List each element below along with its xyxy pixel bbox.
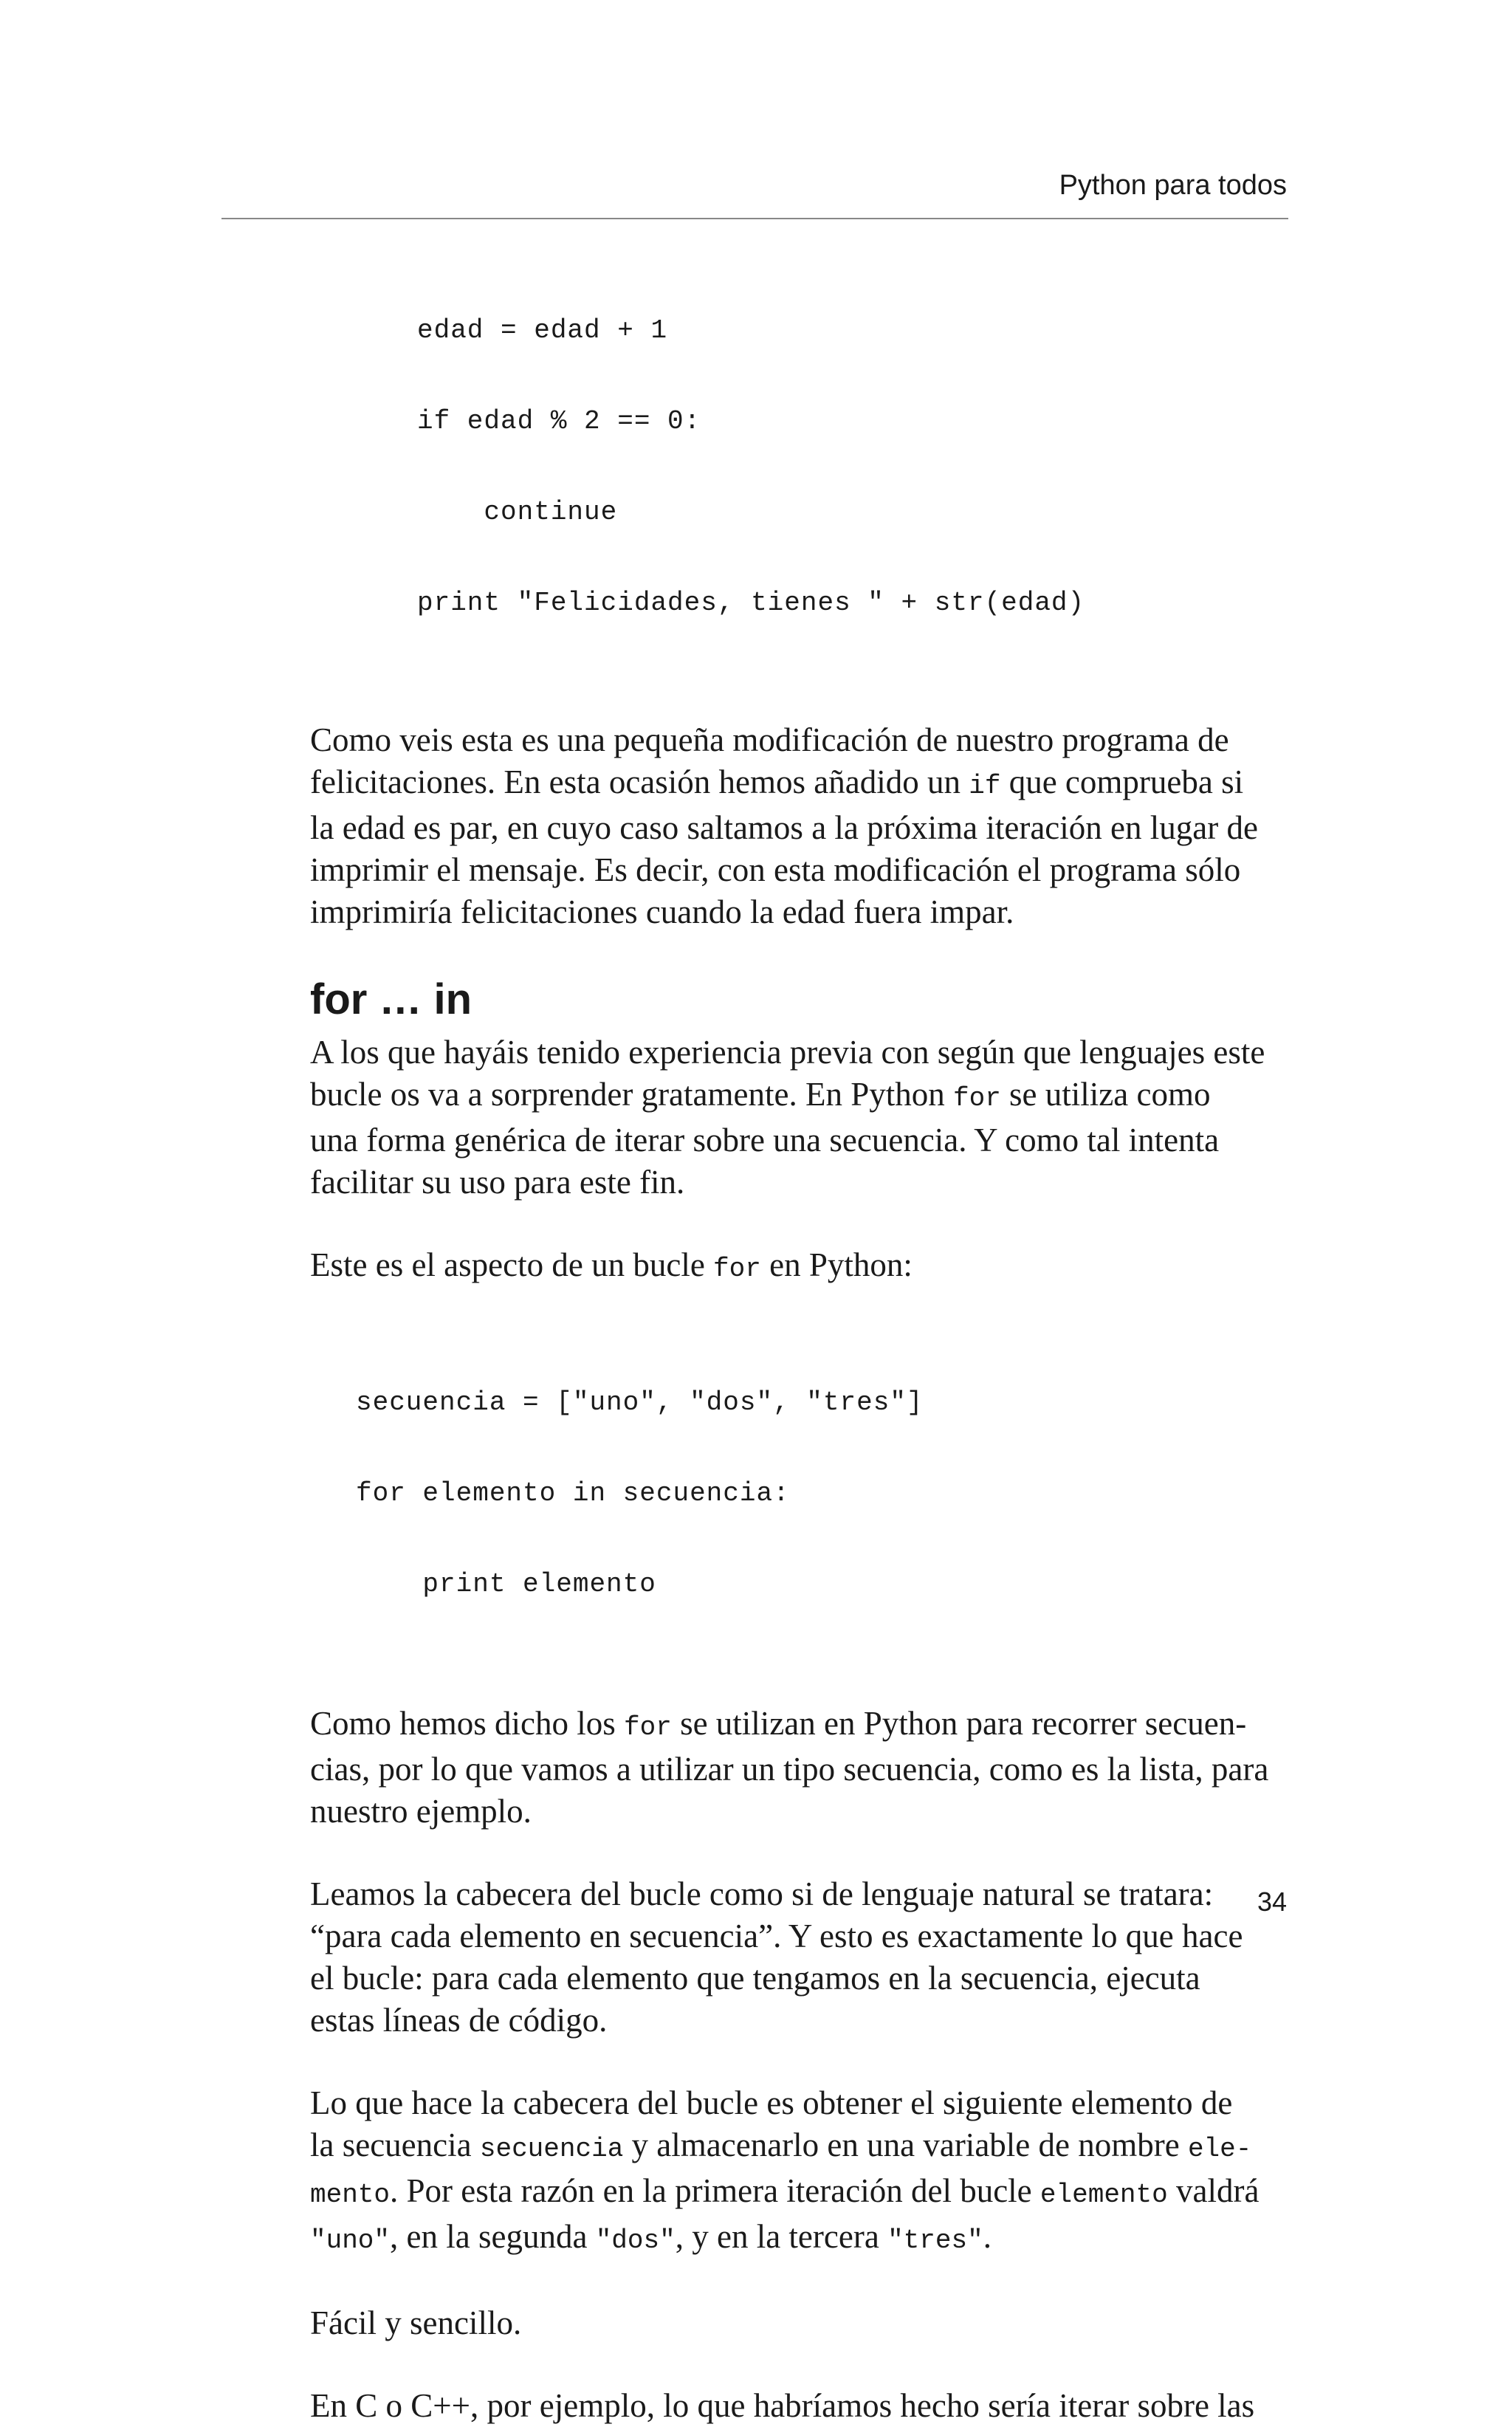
text-segment: . Por esta razón en la primera iteración del bucle — [390, 2172, 1040, 2209]
paragraph-intro-for — [310, 1031, 1288, 1204]
text-segment: Este es el aspecto de un bucle — [310, 1246, 714, 1283]
text-line: “para cada elemento en secuencia”. Y esto es exactamente lo que hace — [310, 1918, 1243, 1954]
paragraph-easy: Fácil y sencillo. — [310, 2304, 522, 2341]
inline-code: "uno" — [310, 2225, 391, 2256]
code-line: for elemento in secuencia: — [356, 1478, 790, 1508]
text-line: Como veis esta es una pequeña modificación de nuestro programa de — [310, 721, 1229, 758]
text-line — [310, 2170, 1288, 2216]
text-segment: se utilizan en Python para recorrer secuen- — [671, 1705, 1247, 1742]
inline-code: mento — [310, 2180, 391, 2210]
text-segment: en Python: — [760, 1246, 913, 1283]
text-line — [310, 2216, 1288, 2262]
text-segment: y almacenarlo en una variable de nombre — [623, 2126, 1188, 2163]
text-line: el bucle: para cada elemento que tengamos en la secuencia, ejecuta — [310, 1960, 1200, 1997]
header-rule — [221, 218, 1288, 219]
inline-code: if — [969, 771, 1001, 801]
code-line: edad = edad + 1 — [417, 315, 668, 346]
inline-code: ele- — [1187, 2134, 1252, 2164]
inline-code: for — [713, 1254, 761, 1284]
text-segment: la secuencia — [310, 2126, 480, 2163]
text-segment: Como hemos dicho los — [310, 1705, 624, 1742]
code-line: print elemento — [356, 1569, 656, 1599]
text-line — [310, 1703, 1288, 1748]
text-line — [310, 1074, 1288, 1119]
text-line — [310, 1244, 1288, 1290]
paragraph-sequence — [310, 1703, 1288, 1833]
code-line: continue — [417, 497, 618, 527]
paragraph-iteration — [310, 2082, 1288, 2262]
code-line: secuencia = ["uno", "dos", "tres"] — [356, 1387, 924, 1418]
text-line: nuestro ejemplo. — [310, 1793, 532, 1830]
text-line: estas líneas de código. — [310, 2002, 608, 2039]
paragraph-c-example: En C o C++, por ejemplo, lo que habríamos hecho sería iterar sobre las — [310, 2387, 1255, 2424]
text-segment: , en la segunda — [390, 2218, 596, 2255]
text-line: cias, por lo que vamos a utilizar un tipo secuencia, como es la lista, para — [310, 1751, 1269, 1788]
text-segment: felicitaciones. En esta ocasión hemos añadido un — [310, 763, 969, 800]
text-segment: valdrá — [1167, 2172, 1260, 2209]
paragraph-header-reading — [310, 1873, 1288, 2042]
text-segment: . — [983, 2218, 992, 2255]
section-heading: for … in — [310, 975, 472, 1023]
text-segment: bucle os va a sorprender gratamente. En Python — [310, 1076, 953, 1113]
text-line: la edad es par, en cuyo caso saltamos a la próxima iteración en lugar de — [310, 809, 1258, 846]
code-block-edad — [417, 255, 1288, 679]
inline-code: for — [624, 1712, 672, 1743]
page-number: 34 — [1257, 1887, 1287, 1917]
code-line: if edad % 2 == 0: — [417, 406, 701, 436]
inline-code: "dos" — [595, 2225, 676, 2256]
text-segment: , y en la tercera — [675, 2218, 888, 2255]
text-line: imprimir el mensaje. Es decir, con esta modificación el programa sólo — [310, 851, 1241, 888]
text-line: Leamos la cabecera del bucle como si de lenguaje natural se tratara: — [310, 1875, 1214, 1912]
text-line: A los que hayáis tenido experiencia previa con según que lenguajes este — [310, 1034, 1265, 1071]
paragraph-modification — [310, 719, 1288, 933]
inline-code: elemento — [1040, 2180, 1168, 2210]
code-line: print "Felicidades, tienes " + str(edad) — [417, 588, 1085, 618]
text-line: facilitar su uso para este fin. — [310, 1164, 685, 1201]
text-line: imprimiría felicitaciones cuando la edad fuera impar. — [310, 893, 1014, 930]
text-line — [310, 2124, 1288, 2170]
paragraph-aspect — [310, 1244, 1288, 1290]
text-segment: se utiliza como — [1000, 1076, 1211, 1113]
running-header: Python para todos — [1059, 170, 1287, 201]
text-line — [310, 761, 1288, 807]
code-block-for — [356, 1327, 1288, 1660]
text-line: una forma genérica de iterar sobre una secuencia. Y como tal intenta — [310, 1122, 1220, 1158]
inline-code: for — [952, 1083, 1001, 1113]
inline-code: secuencia — [479, 2134, 624, 2164]
page-body — [310, 255, 1288, 2427]
text-segment: que comprueba si — [1000, 763, 1244, 800]
text-line: Lo que hace la cabecera del bucle es obtener el siguiente elemento de — [310, 2084, 1233, 2121]
inline-code: "tres" — [887, 2225, 983, 2256]
